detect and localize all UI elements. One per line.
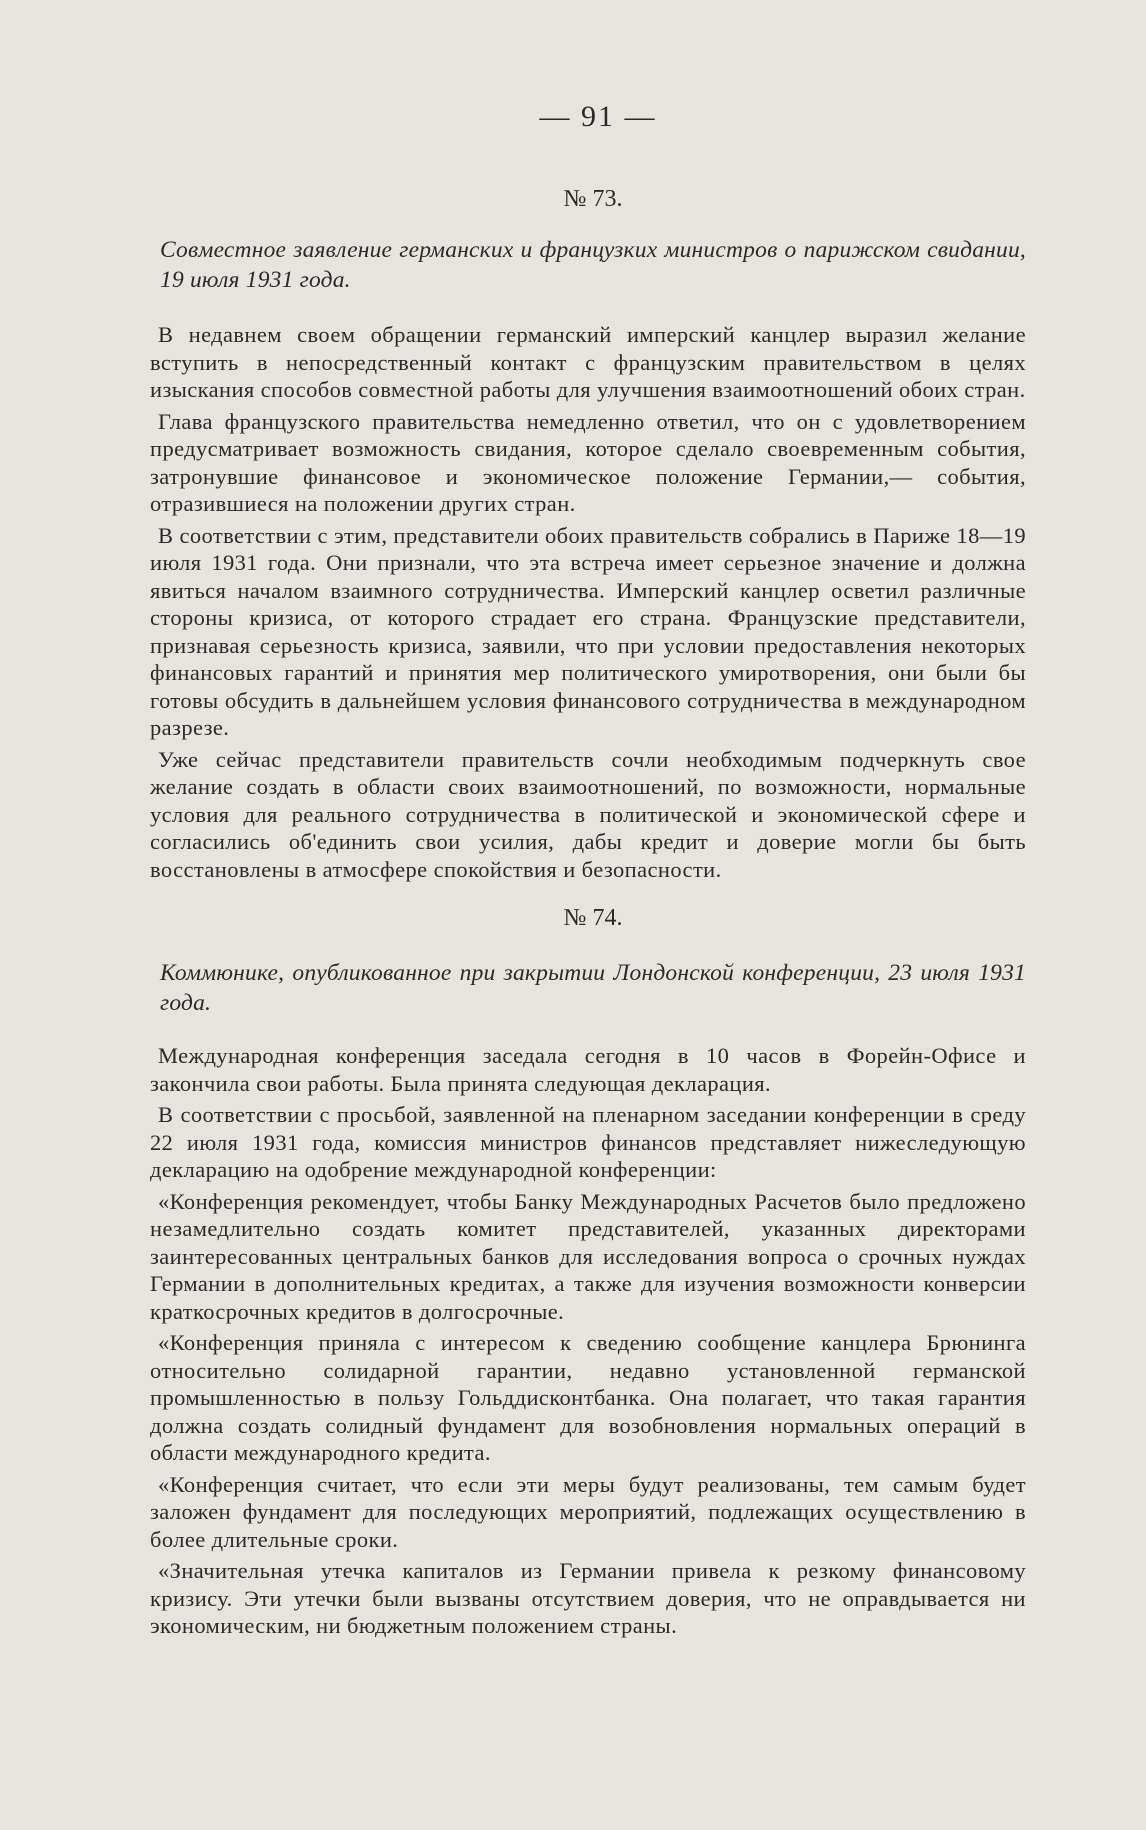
paragraph: В соответствии с этим, представители обоих правительств собрались в Париже 18—19 июля 1931 года. Они признали, что эта встреча имеет серьезное значение и должна явиться началом взаимного сотрудничества. Имперский канцлер осветил различные стороны кризиса, от которого страдает его страна. Французские представители, признавая серьезность кризиса, заявили, что при условии предоставления некоторых финансовых гарантий и принятия мер политического умиротворения, они были бы готовы обсудить в дальнейшем условия финансового сотрудничества в международном разрезе. [150, 522, 1026, 740]
page-number: — 91 — [539, 100, 657, 133]
paragraph: В недавнем своем обращении германский имперский канцлер выразил желание вступить в непосредственный контакт с французским правительством в целях изыскания способов совместной работы для улучшения взаимоотношений обоих стран. [150, 322, 1026, 402]
paragraph: Глава французского правительства немедленно ответил, что он с удовлетворением предусматривает возможность свидания, которое сделало своевременным события, затронувшие финансовое и экономическое положение Германии,— события, отразившиеся на положении других стран. [150, 408, 1026, 516]
paragraph: «Конференция считает, что если эти меры будут реализованы, тем самым будет заложен фундамент для последующих мероприятий, подлежащих осуществлению в более длительные сроки. [150, 1471, 1026, 1552]
document-73 [150, 186, 1026, 883]
document-number: № 74. [563, 905, 623, 931]
document-title: Коммюнике, опубликованное при закрытии Лондонской конференции, 23 июля 1931 года. [160, 960, 1026, 1016]
document-number: № 73. [563, 186, 623, 212]
section-divider [150, 887, 1026, 905]
document-74 [150, 905, 1026, 1640]
document-title: Совместное заявление германских и французких министров о парижском свидании, 19 июля 1931 года. [160, 237, 1026, 293]
paragraph: Международная конференция заседала сегодня в 10 часов в Форейн-Офисе и закончила свои работы. Была принята следующая декларация. [150, 1043, 1026, 1096]
paragraph: В соответствии с просьбой, заявленной на пленарном заседании конференции в среду 22 июля 1931 года, комиссия министров финансов представляет нижеследующую декларацию на одобрение международной конференции: [150, 1102, 1026, 1182]
paragraph: «Значительная утечка капиталов из Германии привела к резкому финансовому кризису. Эти утечки были вызваны отсутствием доверия, что не оправдывается ни экономическим, ни бюджетным положением страны. [150, 1558, 1026, 1638]
paragraph: «Конференция приняла с интересом к сведению сообщение канцлера Брюнинга относительно солидарной гарантии, недавно установленной германской промышленностью в пользу Гольддисконтбанка. Она полагает, что такая гарантия должна создать солидный фундамент для возобновления нормальных операций в области международного кредита. [150, 1330, 1026, 1465]
paragraph: Уже сейчас представители правительств сочли необходимым подчеркнуть свое желание создать в области своих взаимоотношений, по возможности, нормальные условия для реального сотрудничества в политической и экономической сфере и согласились об'единить свои усилия, дабы кредит и доверие могли бы быть восстановлены в атмосфере спокойствия и безопасности. [150, 746, 1026, 882]
paragraph: «Конференция рекомендует, чтобы Банку Международных Расчетов было предложено незамедлительно создать комитет представителей, указанных директорами заинтересованных центральных банков для исследования вопроса о срочных нуждах Германии в дополнительных кредитах, а также для изучения возможности конверсии краткосрочных кредитов в долгосрочные. [150, 1188, 1026, 1324]
